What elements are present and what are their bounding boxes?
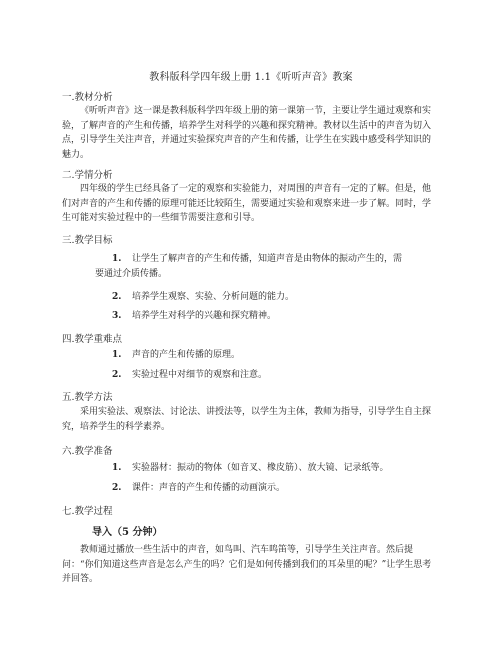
section-heading-5: 五.教学方法 <box>62 392 113 403</box>
list-item <box>62 348 438 363</box>
section-paragraph-5: 采用实验法、观察法、讨论法、讲授法等，以学生为主体，教师为指导，引导学生自主探究，培养学生的科学素养。 <box>62 407 432 432</box>
list-text: 课件：声音的产生和传播的动画演示。 <box>132 483 286 493</box>
list-number: 1. <box>112 350 122 360</box>
list-text: 让学生了解声音的产生和传播，知道声音是由物体的振动产生的，需 <box>132 254 403 264</box>
list-number: 3. <box>112 311 122 321</box>
list-item <box>62 461 438 476</box>
document-title: 教科版科学四年级上册 1.1《听听声音》教案 <box>149 72 353 83</box>
list-text: 培养学生对科学的兴趣和探究精神。 <box>132 311 277 321</box>
list-number: 2. <box>112 292 122 302</box>
list-text: 实验过程中对细节的观察和注意。 <box>132 370 268 380</box>
list-item <box>62 309 438 324</box>
section-paragraph-1: 《听听声音》这一课是教科版科学四年级上册的第一课第一节，主要让学生通过观察和实验，了解声音的产生和传播，培养学生对科学的兴趣和探究精神。教材以生活中的声音为切入点，引导学生关注声音，并通过实验探究声音的产生和传播，让学生在实践中感受科学知识的魅力。 <box>62 106 432 160</box>
section-heading-2: 二.学情分析 <box>62 170 113 181</box>
list-text: 培养学生观察、实验、分析问题的能力。 <box>132 292 295 302</box>
subsection-heading: 导入（5 分钟） <box>92 527 163 538</box>
section-heading-7: 七.教学过程 <box>62 506 113 517</box>
list-number: 2. <box>112 370 122 380</box>
list-text: 实验器材：振动的物体（如音叉、橡皮筋）、放大镜、记录纸等。 <box>132 463 389 473</box>
list-item <box>62 290 438 305</box>
section-heading-6: 六.教学准备 <box>62 446 113 457</box>
list-number: 2. <box>112 483 122 493</box>
section-heading-4: 四.教学重难点 <box>62 334 123 345</box>
list-text-continued: 要通过介质传播。 <box>95 268 168 279</box>
list-number: 1. <box>112 254 122 264</box>
list-item <box>62 252 438 281</box>
section-heading-3: 三.教学目标 <box>62 235 113 246</box>
section-paragraph-7: 教师通过播放一些生活中的声音，如鸟叫、汽车鸣笛等，引导学生关注声音。然后提问：“你们知道这些声音是怎么产生的吗？它们是如何传播到我们的耳朵里的呢？”让学生思考并回答。 <box>62 545 432 584</box>
list-number: 1. <box>112 463 122 473</box>
section-paragraph-2: 四年级的学生已经具备了一定的观察和实验能力，对周围的声音有一定的了解。但是，他们对声音的产生和传播的原理可能还比较陌生，需要通过实验和观察来进一步了解。同时，学生可能对实验过程中的一些细节需要注意和引导。 <box>62 184 432 223</box>
list-item <box>62 368 438 383</box>
list-text: 声音的产生和传播的原理。 <box>132 350 241 360</box>
list-item <box>62 481 438 496</box>
section-heading-1: 一.教材分析 <box>62 92 113 103</box>
